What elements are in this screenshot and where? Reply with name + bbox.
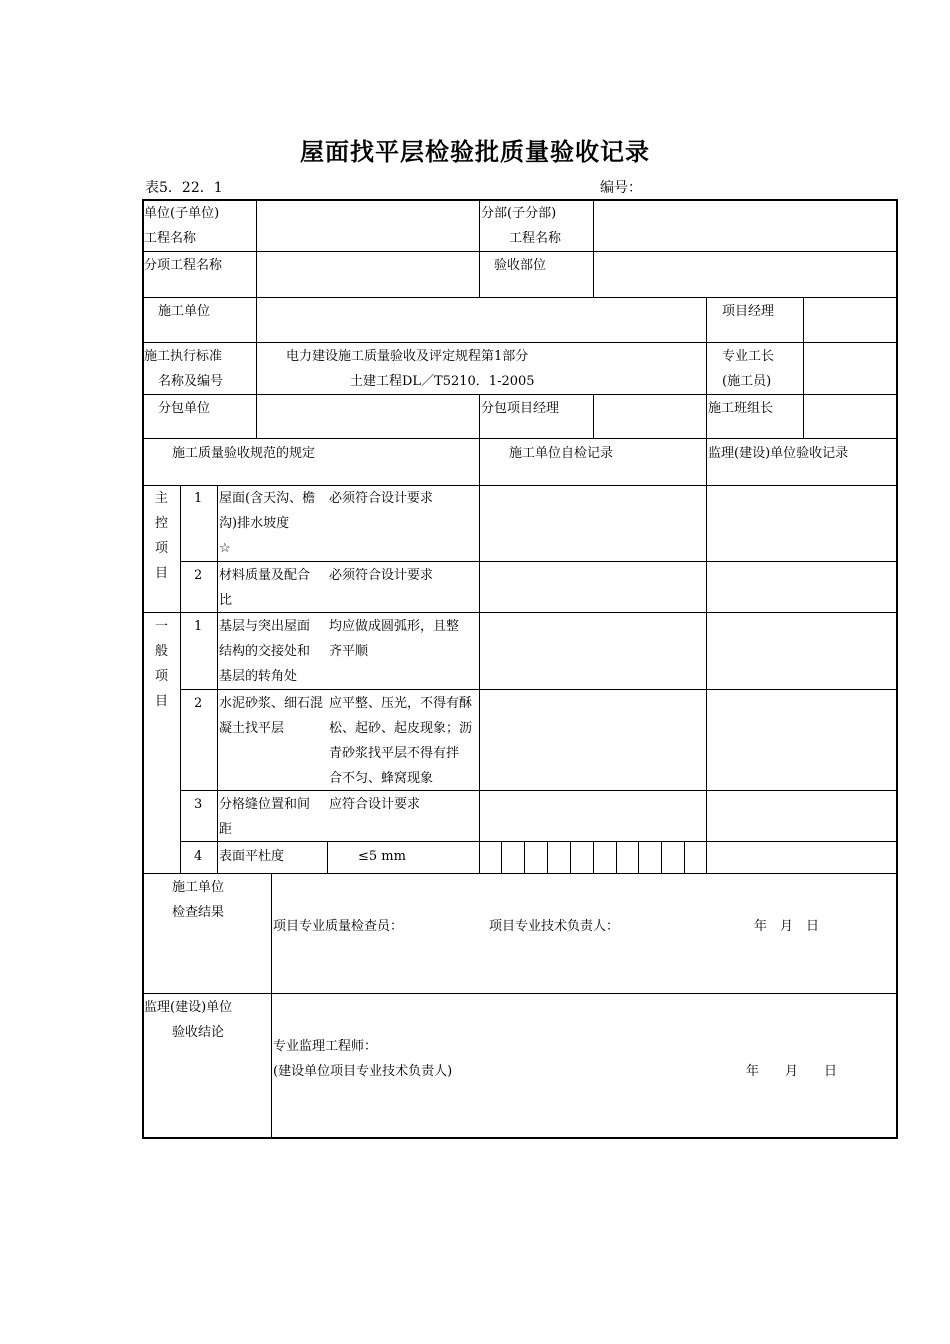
item-name: 凝土找平层 bbox=[219, 721, 285, 736]
item-number: 3 bbox=[194, 797, 203, 812]
item-name: 沟)排水坡度 bbox=[219, 516, 290, 531]
item-number: 1 bbox=[194, 491, 203, 506]
standard-label: 施工执行标准 bbox=[144, 349, 223, 364]
main-group-label: 项 bbox=[155, 541, 169, 556]
item-requirement: 合不匀、蜂窝现象 bbox=[329, 771, 434, 786]
main-group-label: 控 bbox=[155, 516, 169, 531]
unit-name-label-2: 工程名称 bbox=[144, 231, 197, 246]
supervising-engineer-label: 专业监理工程师： bbox=[273, 1039, 378, 1054]
item-name: 分格缝位置和间 bbox=[219, 797, 311, 812]
standard-label-2: 名称及编号 bbox=[158, 374, 224, 389]
sub-pm-label: 分包项目经理 bbox=[481, 401, 560, 416]
item-name: 水泥砂浆、细石混 bbox=[219, 696, 324, 711]
conclusion-label: 监理(建设)单位 bbox=[144, 1000, 233, 1015]
constructor-label: 施工单位 bbox=[158, 304, 211, 319]
item-number: 1 bbox=[194, 619, 203, 634]
item-number: 4 bbox=[194, 849, 203, 864]
item-requirement: 必须符合设计要求 bbox=[329, 568, 434, 583]
foreman-label-2: (施工员) bbox=[722, 374, 772, 389]
item-name: 距 bbox=[219, 822, 233, 837]
item-number: 2 bbox=[194, 568, 203, 583]
project-manager-label: 项目经理 bbox=[722, 304, 775, 319]
item-requirement: 应符合设计要求 bbox=[329, 797, 421, 812]
item-requirement: 均应做成圆弧形，且整 bbox=[329, 619, 460, 634]
standard-value: 电力建设施工质量验收及评定规程第1部分 bbox=[286, 349, 529, 364]
conclusion-date-label: 年 月 日 bbox=[746, 1064, 838, 1079]
main-group-label: 目 bbox=[155, 566, 169, 581]
subcontractor-label: 分包单位 bbox=[158, 401, 211, 416]
serial-number-label: 编号： bbox=[600, 180, 642, 196]
general-group-label: 目 bbox=[155, 694, 169, 709]
general-group-label: 般 bbox=[155, 644, 169, 659]
item-name: 材料质量及配合 bbox=[219, 568, 311, 583]
item-name: 结构的交接处和 bbox=[219, 644, 311, 659]
page-title: 屋面找平层检验批质量验收记录 bbox=[300, 137, 650, 166]
self-check-header: 施工单位自检记录 bbox=[509, 446, 614, 461]
accept-part-label: 验收部位 bbox=[494, 258, 547, 273]
division-name-label-2: 工程名称 bbox=[509, 231, 562, 246]
spec-header: 施工质量验收规范的规定 bbox=[172, 446, 316, 461]
item-name: 表面平杜度 bbox=[219, 849, 285, 864]
owner-tech-lead-label: (建设单位项目专业技术负责人) bbox=[273, 1064, 453, 1079]
supervision-header: 监理(建设)单位验收记录 bbox=[708, 446, 849, 461]
table-number: 表5．22．1 bbox=[145, 180, 223, 196]
check-result-label-2: 检查结果 bbox=[172, 905, 225, 920]
subitem-name-label: 分项工程名称 bbox=[144, 258, 223, 273]
item-requirement: 齐平顺 bbox=[329, 644, 369, 659]
unit-name-label: 单位(子单位) bbox=[144, 206, 220, 221]
item-name: 比 bbox=[219, 593, 233, 608]
item-name: 屋面(含天沟、檐 bbox=[219, 491, 316, 506]
item-requirement: 青砂浆找平层不得有拌 bbox=[329, 746, 460, 761]
division-name-label: 分部(子分部) bbox=[481, 206, 557, 221]
item-requirement: 松、起砂、起皮现象；沥 bbox=[329, 721, 473, 736]
item-requirement: 必须符合设计要求 bbox=[329, 491, 434, 506]
main-group-label: 主 bbox=[155, 491, 169, 506]
conclusion-label-2: 验收结论 bbox=[172, 1025, 225, 1040]
foreman-label: 专业工长 bbox=[722, 349, 775, 364]
check-result-label: 施工单位 bbox=[172, 880, 225, 895]
item-name: 基层与突出屋面 bbox=[219, 619, 311, 634]
item-number: 2 bbox=[194, 696, 203, 711]
item-requirement: ≤5 mm bbox=[358, 849, 406, 864]
item-name: 基层的转角处 bbox=[219, 669, 298, 684]
general-group-label: 项 bbox=[155, 669, 169, 684]
item-requirement: 应平整、压光，不得有酥 bbox=[329, 696, 473, 711]
check-date-label: 年 月 日 bbox=[754, 919, 820, 934]
team-leader-label: 施工班组长 bbox=[708, 401, 774, 416]
tech-lead-label: 项目专业技术负责人： bbox=[489, 919, 620, 934]
standard-value-2: 土建工程DL／T5210．1-2005 bbox=[350, 374, 535, 389]
general-group-label: 一 bbox=[155, 619, 169, 634]
star-icon: ☆ bbox=[219, 541, 231, 556]
quality-inspector-label: 项目专业质量检查员： bbox=[273, 919, 404, 934]
